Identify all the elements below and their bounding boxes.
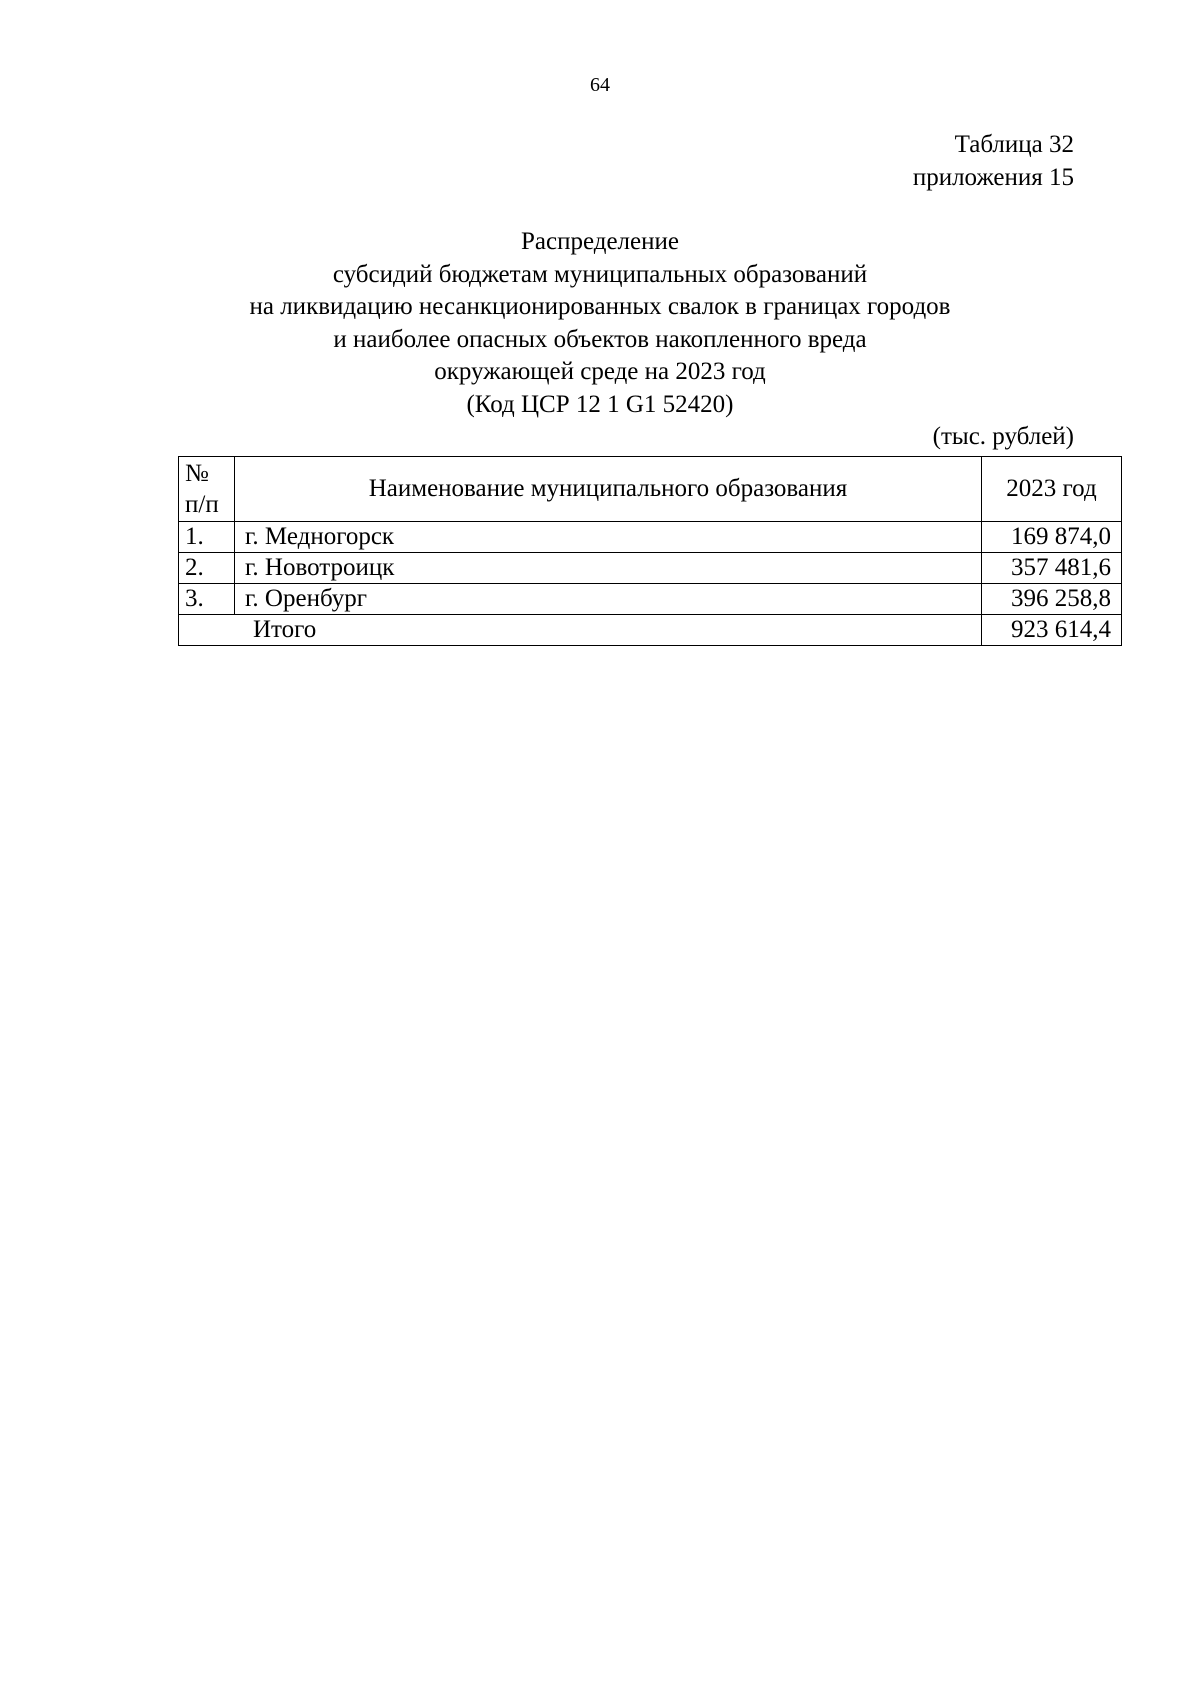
row-number: 1. <box>179 522 235 553</box>
table-row <box>179 584 1122 615</box>
table-row <box>179 553 1122 584</box>
table-reference-line-1: Таблица 32 <box>954 131 1074 158</box>
total-label: Итого <box>179 615 982 646</box>
table-header-row <box>179 457 1122 522</box>
row-value: 357 481,6 <box>982 553 1122 584</box>
row-municipality: г. Медногорск <box>235 522 982 553</box>
header-municipality: Наименование муниципального образования <box>235 457 982 522</box>
page-number: 64 <box>590 74 610 96</box>
row-value: 396 258,8 <box>982 584 1122 615</box>
title-line: и наиболее опасных объектов накопленного вреда <box>333 325 867 353</box>
total-value: 923 614,4 <box>982 615 1122 646</box>
title-line: субсидий бюджетам муниципальных образований <box>332 260 868 288</box>
title-line: (Код ЦСР 12 1 G1 52420) <box>466 390 734 418</box>
header-number <box>179 457 235 522</box>
header-year: 2023 год <box>982 457 1122 522</box>
title-line: окружающей среде на 2023 год <box>434 358 766 385</box>
header-number-abbr: п/п <box>185 491 219 518</box>
row-number: 3. <box>179 584 235 615</box>
row-municipality: г. Новотроицк <box>235 553 982 584</box>
title-line: на ликвидацию несанкционированных свалок в границах городов <box>249 293 951 320</box>
table-total-row <box>179 615 1122 646</box>
document-title <box>0 226 1200 421</box>
table-row <box>179 522 1122 553</box>
row-municipality: г. Оренбург <box>235 584 982 615</box>
row-value: 169 874,0 <box>982 522 1122 553</box>
units-label: (тыс. рублей) <box>932 423 1074 450</box>
header-number-symbol: № <box>185 460 209 487</box>
title-line: Распределение <box>521 228 679 255</box>
table-reference-line-2: приложения 15 <box>912 164 1074 191</box>
distribution-table <box>178 456 1122 646</box>
row-number: 2. <box>179 553 235 584</box>
table-reference <box>913 128 1074 194</box>
